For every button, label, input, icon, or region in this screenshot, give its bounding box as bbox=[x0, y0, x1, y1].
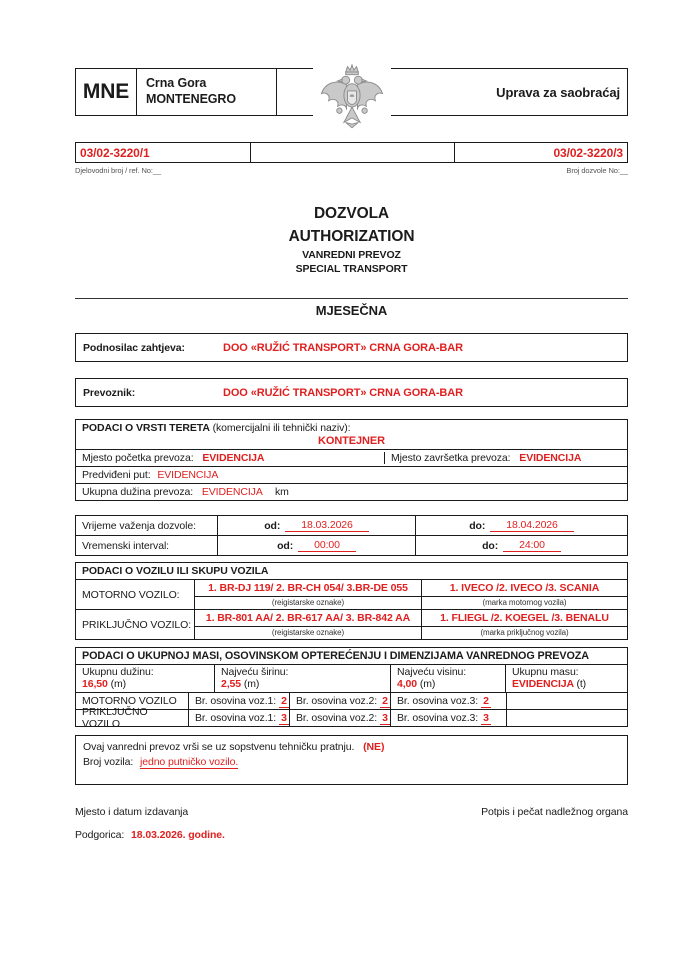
trailer-vehicle-row bbox=[76, 610, 627, 639]
cargo-route-cell bbox=[76, 469, 224, 481]
title-authorization: AUTHORIZATION bbox=[288, 228, 415, 245]
trailer-axle-1-value: 3 bbox=[281, 711, 287, 724]
escort-vehicles-label: Broj vozila: bbox=[83, 756, 134, 768]
validity-section bbox=[75, 515, 628, 556]
carrier-value: DOO «RUŽIĆ TRANSPORT» CRNA GORA-BAR bbox=[223, 386, 463, 399]
motor-axle-3-value: 2 bbox=[483, 694, 489, 707]
issue-date: 18.03.2026. godine. bbox=[131, 829, 225, 841]
motor-make-cell bbox=[422, 580, 627, 609]
dimensions-row bbox=[76, 665, 627, 693]
trailer-axle-3-label: Br. osovina voz.3: bbox=[397, 712, 479, 724]
agency-name: Uprava za saobraćaj bbox=[381, 69, 627, 115]
trailer-axle-1 bbox=[189, 710, 290, 726]
trailer-make-cell bbox=[422, 610, 627, 639]
title-dozvola: DOZVOLA bbox=[313, 205, 390, 222]
motor-axle-2-label: Br. osovina voz.2: bbox=[296, 695, 378, 707]
dim-length-label: Ukupnu dužinu: bbox=[82, 666, 154, 678]
motor-axle-1 bbox=[189, 693, 290, 709]
country-name-local: Crna Gora bbox=[146, 76, 207, 91]
ref-number-right: 03/02-3220/3 bbox=[553, 145, 623, 160]
trailer-axle-1-label: Br. osovina voz.1: bbox=[195, 712, 277, 724]
do-label-time: do: bbox=[482, 539, 499, 552]
dim-mass-label: Ukupnu masu: bbox=[512, 666, 579, 678]
cargo-end-label: Mjesto završetka prevoza: bbox=[391, 452, 511, 464]
signature-stamp-label: Potpis i pečat nadležnog organa bbox=[481, 806, 628, 818]
motor-axle-3 bbox=[391, 693, 507, 709]
motor-axle-1-value: 2 bbox=[281, 694, 287, 707]
dim-height bbox=[391, 665, 506, 692]
issue-place: Podgorica: bbox=[75, 829, 125, 841]
carrier-box bbox=[75, 378, 628, 407]
trailer-make-value: 1. FLIEGL /2. KOEGEL /3. BENALU bbox=[422, 610, 627, 627]
signature-row bbox=[75, 806, 628, 818]
valid-from-value: 18.03.2026 bbox=[285, 519, 369, 532]
cargo-name: KONTEJNER bbox=[318, 435, 385, 447]
valid-to-value: 18.04.2026 bbox=[490, 519, 574, 532]
cargo-end-cell bbox=[385, 452, 587, 464]
motor-make-value: 1. IVECO /2. IVECO /3. SCANIA bbox=[422, 580, 627, 597]
cargo-distance-row bbox=[76, 484, 627, 500]
cargo-start-cell bbox=[76, 452, 385, 464]
cargo-title-note: (komercijalni ili tehnički naziv): bbox=[212, 422, 351, 434]
carrier-label: Prevoznik: bbox=[83, 386, 136, 399]
divider-line bbox=[75, 298, 628, 299]
title-vanredni-prevoz: VANREDNI PREVOZ bbox=[302, 249, 401, 261]
dim-mass-value: EVIDENCIJA bbox=[512, 678, 574, 690]
time-to-value: 24:00 bbox=[503, 539, 561, 552]
motor-axle-2 bbox=[290, 693, 391, 709]
trailer-axle-3 bbox=[391, 710, 507, 726]
country-name bbox=[137, 69, 277, 115]
cargo-route-label: Predviđeni put: bbox=[82, 469, 151, 481]
ref-label-right: Broj dozvole No:__ bbox=[566, 166, 628, 175]
time-interval-row bbox=[76, 536, 627, 555]
issue-place-line bbox=[75, 829, 628, 841]
motor-reg-value: 1. BR-DJ 119/ 2. BR-CH 054/ 3.BR-DE 055 bbox=[195, 580, 421, 597]
trailer-reg-value: 1. BR-801 AA/ 2. BR-617 AA/ 3. BR-842 AA bbox=[195, 610, 421, 627]
trailer-axle-2-label: Br. osovina voz.2: bbox=[296, 712, 378, 724]
dim-length-unit: (m) bbox=[110, 678, 127, 690]
cargo-section-header bbox=[76, 420, 627, 450]
applicant-value: DOO «RUŽIĆ TRANSPORT» CRNA GORA-BAR bbox=[223, 341, 463, 354]
motor-axle-1-label: Br. osovina voz.1: bbox=[195, 695, 277, 707]
issue-place-date-label: Mjesto i datum izdavanja bbox=[75, 806, 189, 818]
motor-make-caption: (marka motornog vozila) bbox=[482, 598, 567, 607]
trailer-axles-row bbox=[76, 706, 627, 730]
od-label-time: od: bbox=[277, 539, 294, 552]
cargo-start-value: EVIDENCIJA bbox=[202, 452, 265, 464]
time-to-cell bbox=[416, 539, 627, 552]
dim-length-value: 16,50 bbox=[82, 678, 108, 690]
country-name-english: MONTENEGRO bbox=[146, 92, 236, 106]
cargo-route-value: EVIDENCIJA bbox=[157, 469, 219, 481]
motor-axle-3-label: Br. osovina voz.3: bbox=[397, 695, 479, 707]
applicant-label: Podnosilac zahtjeva: bbox=[83, 341, 185, 354]
mass-section-title: PODACI O UKUPNOJ MASI, OSOVINSKOM OPTEREĆENJU I DIMENZIJAMA VANREDNOG PREVOZA bbox=[76, 648, 627, 665]
cargo-end-value: EVIDENCIJA bbox=[519, 452, 582, 464]
escort-statement: Ovaj vanredni prevoz vrši se uz sopstvenu tehničku pratnju. bbox=[83, 741, 355, 753]
trailer-reg-cell bbox=[195, 610, 422, 639]
cargo-distance-unit: km bbox=[274, 486, 289, 498]
trailer-vehicle-label: PRIKLJUČNO VOZILO: bbox=[76, 610, 195, 639]
applicant-box bbox=[75, 333, 628, 362]
vehicle-section-title: PODACI O VOZILU ILI SKUPU VOZILA bbox=[76, 563, 627, 580]
period-label: MJESEČNA bbox=[315, 303, 388, 318]
cargo-distance-label: Ukupna dužina prevoza: bbox=[82, 486, 194, 498]
mass-section bbox=[75, 647, 628, 730]
cargo-route-row bbox=[76, 467, 627, 484]
trailer-axle-3-value: 3 bbox=[483, 711, 489, 724]
document-header bbox=[75, 68, 628, 116]
motor-reg-cell bbox=[195, 580, 422, 609]
dim-height-unit: (m) bbox=[419, 678, 436, 690]
cargo-section bbox=[75, 419, 628, 501]
ref-label-left: Djelovodni broj / ref. No:__ bbox=[75, 166, 161, 175]
trailer-axle-2 bbox=[290, 710, 391, 726]
motor-vehicle-row bbox=[76, 580, 627, 610]
coat-of-arms-icon bbox=[313, 61, 391, 137]
country-code: MNE bbox=[76, 69, 137, 115]
dim-width bbox=[215, 665, 391, 692]
dim-height-label: Najveću visinu: bbox=[397, 666, 467, 678]
do-label: do: bbox=[469, 519, 486, 532]
dim-length bbox=[76, 665, 215, 692]
valid-from-cell bbox=[217, 516, 416, 535]
vehicle-section bbox=[75, 562, 628, 640]
trailer-axle-2-value: 3 bbox=[382, 711, 388, 724]
cargo-places-row bbox=[76, 450, 627, 467]
time-from-cell bbox=[217, 536, 416, 555]
trailer-reg-caption: (reigistarske oznake) bbox=[271, 628, 345, 637]
dim-width-value: 2,55 bbox=[221, 678, 242, 690]
title-special-transport: SPECIAL TRANSPORT bbox=[295, 263, 408, 275]
ref-number-middle-cell bbox=[251, 143, 455, 162]
motor-reg-caption: (reigistarske oznake) bbox=[271, 598, 345, 607]
trailer-axles-label: PRIKLJUČNO VOZILO bbox=[76, 710, 189, 726]
escort-vehicles-value: jedno putničko vozilo. bbox=[139, 756, 239, 768]
ref-number-left: 03/02-3220/1 bbox=[76, 143, 251, 162]
reference-number-table bbox=[75, 142, 628, 163]
cargo-start-label: Mjesto početka prevoza: bbox=[82, 452, 194, 464]
dim-height-value: 4,00 bbox=[397, 678, 418, 690]
trailer-make-caption: (marka priključnog vozila) bbox=[480, 628, 569, 637]
dim-width-unit: (m) bbox=[243, 678, 260, 690]
cargo-distance-cell bbox=[76, 486, 295, 498]
motor-axles-label: MOTORNO VOZILO bbox=[76, 693, 189, 709]
escort-section bbox=[75, 735, 628, 785]
time-interval-label: Vremenski interval: bbox=[82, 539, 169, 552]
dim-mass bbox=[506, 665, 627, 692]
validity-dates-row bbox=[76, 516, 627, 536]
validity-dates-label: Vrijeme važenja dozvole: bbox=[82, 519, 196, 532]
dim-width-label: Najveću širinu: bbox=[221, 666, 289, 678]
document-title-block bbox=[75, 202, 628, 276]
valid-to-cell bbox=[416, 519, 627, 532]
time-from-value: 00:00 bbox=[298, 539, 356, 552]
motor-vehicle-label: MOTORNO VOZILO: bbox=[76, 580, 195, 609]
escort-answer: (NE) bbox=[363, 741, 385, 753]
reference-labels bbox=[75, 166, 628, 175]
od-label: od: bbox=[264, 519, 281, 532]
cargo-distance-value: EVIDENCIJA bbox=[201, 486, 263, 498]
dim-mass-unit: (t) bbox=[576, 678, 587, 690]
cargo-title: PODACI O VRSTI TERETA bbox=[82, 422, 210, 434]
motor-axle-2-value: 2 bbox=[382, 694, 388, 707]
